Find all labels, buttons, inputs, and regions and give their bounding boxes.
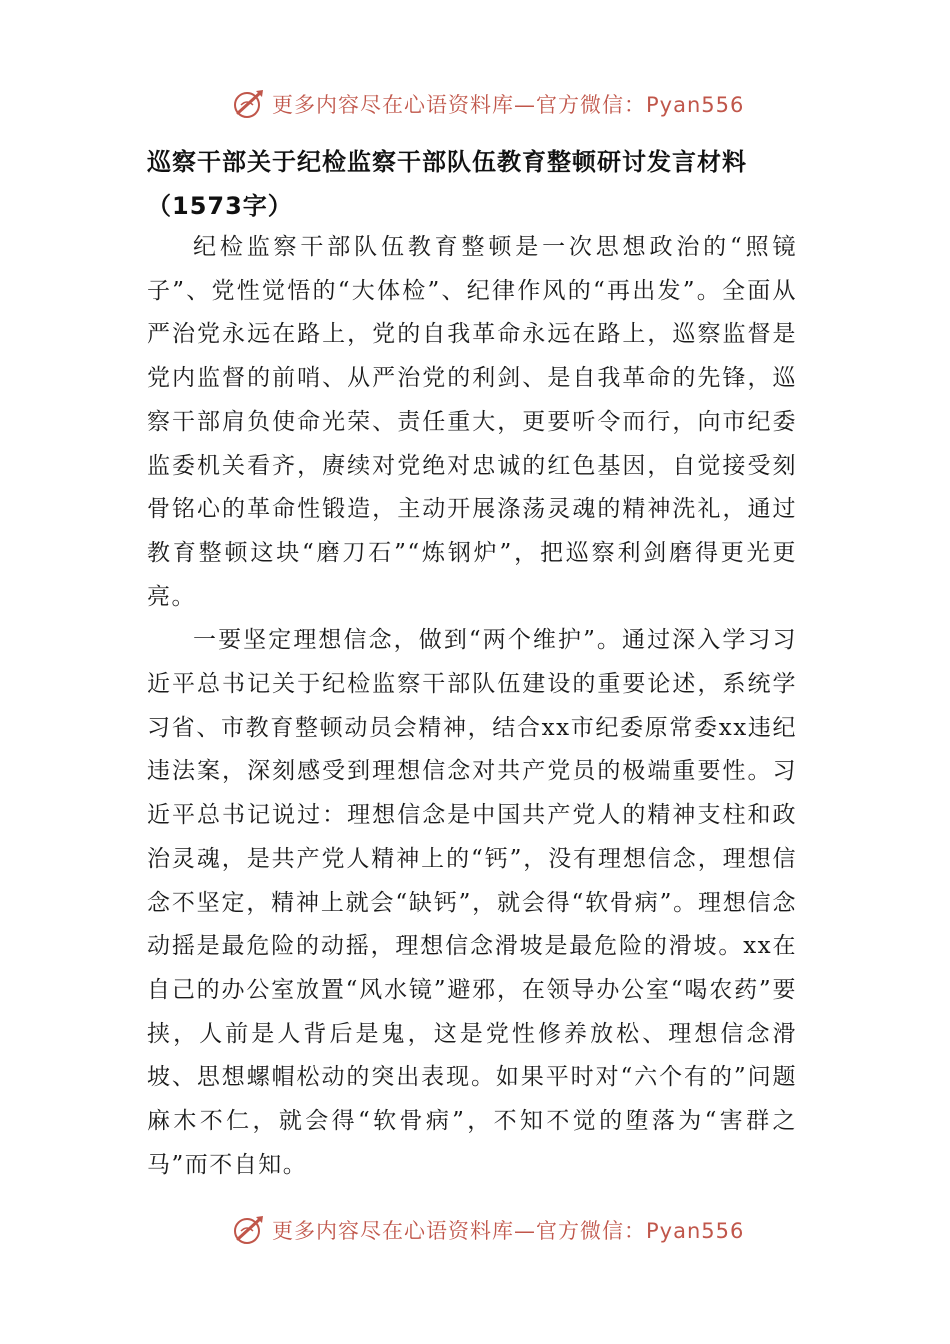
watermark-text: 更多内容尽在心语资料库—官方微信：Pyan556 [272, 1219, 745, 1243]
watermark-text: 更多内容尽在心语资料库—官方微信：Pyan556 [272, 93, 745, 117]
document-body [147, 226, 797, 1187]
pen-logo-icon [232, 1213, 266, 1247]
paragraph: 一要坚定理想信念，做到“两个维护”。通过深入学习习近平总书记关于纪检监察干部队伍建设的重要论述，系统学习省、市教育整顿动员会精神，结合xx市纪委原常委xx违纪违法案，深刻感受到理想信念对共产党员的极端重要性。习近平总书记说过：理想信念是中国共产党人的精神支柱和政治灵魂，是共产党人精神上的“钙”，没有理想信念，理想信念不坚定，精神上就会“缺钙”，就会得“软骨病”。理想信念动摇是最危险的动摇，理想信念滑坡是最危险的滑坡。xx在自己的办公室放置“风水镜”避邪，在领导办公室“喝农药”要挟，人前是人背后是鬼，这是党性修养放松、理想信念滑坡、思想螺帽松动的突出表现。如果平时对“六个有的”问题麻木不仁，就会得“软骨病”，不知不觉的堕落为“害群之马”而不自知。 [147, 627, 797, 1178]
watermark-footer [232, 1210, 744, 1250]
paragraph: 纪检监察干部队伍教育整顿是一次思想政治的“照镜子”、党性觉悟的“大体检”、纪律作风的“再出发”。全面从严治党永远在路上，党的自我革命永远在路上，巡察监督是党内监督的前哨、从严治党的利剑、是自我革命的先锋，巡察干部肩负使命光荣、责任重大，更要听令而行，向市纪委监委机关看齐，赓续对党绝对忠诚的红色基因，自觉接受刻骨铭心的革命性锻造，主动开展涤荡灵魂的精神洗礼，通过教育整顿这块“磨刀石”“炼钢炉”，把巡察利剑磨得更光更亮。 [147, 234, 797, 610]
document-title: 巡察干部关于纪检监察干部队伍教育整顿研讨发言材料（1573字） [147, 148, 747, 220]
watermark-header [232, 84, 744, 124]
pen-logo-icon [232, 87, 266, 121]
